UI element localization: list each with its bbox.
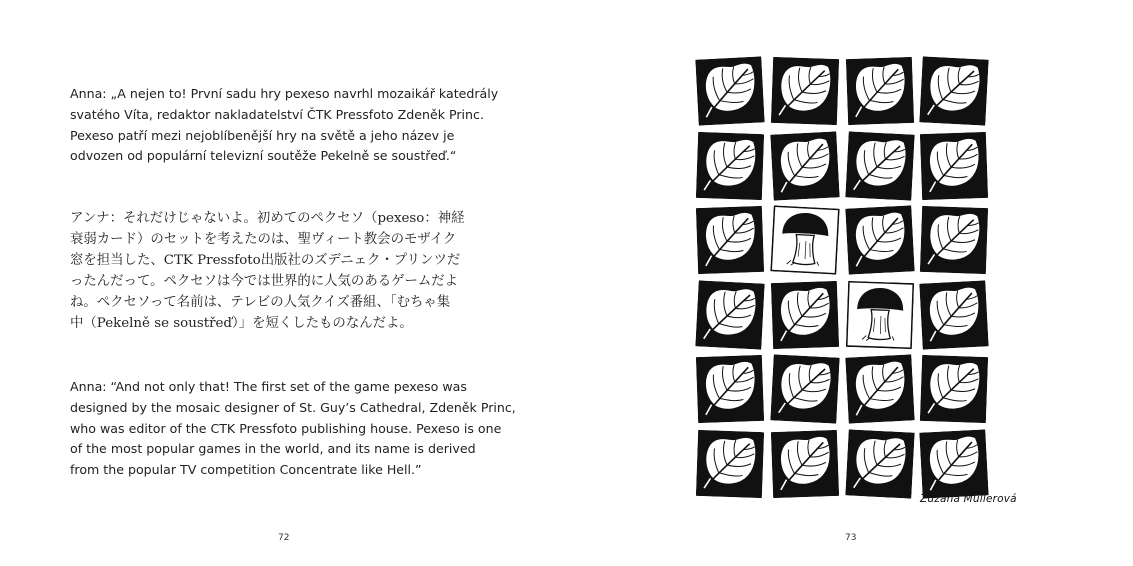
pexeso-card-revealed — [770, 205, 839, 274]
pexeso-card — [920, 206, 988, 274]
pexeso-card — [920, 355, 988, 423]
paragraph-czech — [70, 84, 499, 167]
pexeso-card — [845, 131, 914, 200]
pexeso-card — [770, 354, 839, 423]
paragraph-english — [70, 377, 516, 481]
pexeso-card — [845, 429, 914, 498]
pexeso-card — [695, 280, 764, 349]
pexeso-card — [771, 280, 839, 348]
page-number: 73 — [845, 533, 857, 543]
leaf-icon — [919, 429, 988, 498]
text-line: 中（Pekelně se soustřeď）」を短くしたものなんだよ。 — [70, 316, 413, 331]
leaf-icon — [770, 354, 839, 423]
text-line: svatého Víta, redaktor nakladatelství ČTK Pressfoto Zdeněk Princ. — [70, 106, 484, 122]
leaf-icon — [770, 131, 839, 200]
leaf-icon — [696, 429, 764, 497]
leaf-icon — [845, 205, 914, 274]
paragraph-japanese — [70, 208, 482, 334]
leaf-icon — [771, 57, 839, 125]
pexeso-card — [919, 429, 988, 498]
text-line: 衰弱カード）のセットを考えたのは、聖ヴィート教会のモザイク — [70, 232, 457, 247]
pexeso-card — [771, 429, 839, 497]
pexeso-card — [919, 56, 988, 125]
leaf-icon — [845, 429, 914, 498]
mushroom-icon — [846, 280, 914, 348]
pexeso-card — [920, 131, 988, 199]
pexeso-card — [695, 56, 764, 125]
leaf-icon — [846, 57, 914, 125]
mushroom-icon — [770, 205, 839, 274]
leaf-icon — [919, 280, 988, 349]
text-line: from the popular TV competition Concentrate like Hell.” — [70, 462, 422, 478]
text-line: Anna: “And not only that! The first set of the game pexeso was — [70, 379, 467, 394]
pexeso-card — [696, 131, 764, 199]
leaf-icon — [845, 354, 914, 423]
pexeso-card — [846, 57, 914, 125]
text-line: odvozen od populární televizní soutěže Pekelně se soustřeď.“ — [70, 148, 457, 164]
leaf-icon — [920, 131, 988, 199]
text-line: Pexeso patří mezi nejoblíbenější hry na světě a jeho název je — [70, 127, 455, 143]
text-line: designed by the mosaic designer of St. Guy’s Cathedral, Zdeněk Princ, — [70, 399, 516, 415]
pexeso-card — [919, 280, 988, 349]
pexeso-card — [696, 429, 764, 497]
pexeso-card-revealed — [846, 280, 914, 348]
text-line: アンナ：それだけじゃないよ。初めてのペクセソ（pexeso：神経 — [70, 211, 465, 226]
left-page — [0, 0, 566, 566]
text-line: ったんだって。ペクセソは今では世界的に人気のあるゲームだよ — [70, 274, 459, 289]
right-page — [566, 0, 1133, 566]
leaf-icon — [696, 131, 764, 199]
pexeso-card — [770, 131, 839, 200]
pexeso-card — [845, 205, 914, 274]
pexeso-card — [845, 354, 914, 423]
pexeso-card-grid — [697, 58, 997, 504]
text-line: ね。ペクセソって名前は、テレビの人気クイズ番組、「むちゃ集 — [70, 295, 451, 310]
leaf-icon — [845, 131, 914, 200]
leaf-icon — [919, 56, 988, 125]
leaf-icon — [695, 56, 764, 125]
pexeso-card — [696, 355, 764, 423]
leaf-icon — [696, 206, 764, 274]
leaf-icon — [771, 429, 839, 497]
text-line: of the most popular games in the world, and its name is derived — [70, 441, 476, 457]
page-number: 72 — [278, 533, 290, 543]
text-line: Anna: „A nejen to! První sadu hry pexeso navrhl mozaikář katedrály — [70, 86, 499, 101]
leaf-icon — [920, 206, 988, 274]
leaf-icon — [695, 280, 764, 349]
leaf-icon — [920, 355, 988, 423]
pexeso-card — [771, 57, 839, 125]
text-line: who was editor of the CTK Pressfoto publishing house. Pexeso is one — [70, 420, 502, 436]
text-line: 窓を担当した、CTK Pressfoto出版社のズデニェク・プリンツだ — [70, 253, 461, 268]
leaf-icon — [771, 280, 839, 348]
pexeso-card — [696, 206, 764, 274]
artist-signature: Zuzana Müllerová — [920, 493, 1017, 505]
leaf-icon — [696, 355, 764, 423]
